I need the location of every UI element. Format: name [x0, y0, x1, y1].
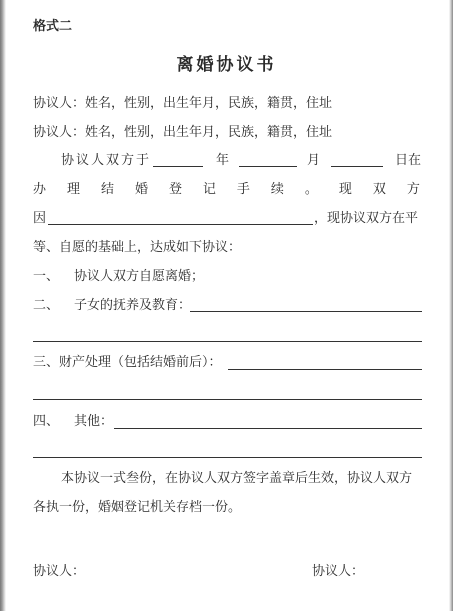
- para1-reason-label: 因: [33, 211, 47, 226]
- item4-blank-1[interactable]: [114, 428, 422, 429]
- item2-number: 二、: [33, 298, 60, 313]
- para1-char: 续: [270, 182, 284, 197]
- para1-reason-end: ，现协议双方在平: [314, 211, 419, 226]
- item4-number: 四、: [33, 414, 60, 429]
- signature-left-label: 协议人：: [33, 564, 86, 579]
- para1-char: 结: [100, 182, 114, 197]
- page-edge-left: [0, 0, 6, 611]
- para1-char: 。: [304, 182, 318, 197]
- para1-year: 年: [216, 153, 230, 168]
- para1-char: 理: [66, 182, 80, 197]
- item2-blank-2[interactable]: [33, 341, 422, 342]
- para1-char: 登: [168, 182, 182, 197]
- item1-text: 协议人双方自愿离婚；: [74, 269, 205, 284]
- para1-lead: 协议人双方于: [61, 153, 152, 168]
- para1-day: 日在: [395, 153, 422, 168]
- item2-text: 子女的抚养及教育：: [74, 298, 192, 313]
- para1-line4: 等、自愿的基础上，达成如下协议：: [33, 240, 242, 255]
- item1-number: 一、: [33, 269, 60, 284]
- para1-char: 记: [202, 182, 216, 197]
- month-blank[interactable]: [239, 166, 297, 167]
- para1-char: 办: [33, 182, 47, 197]
- year-blank[interactable]: [153, 166, 203, 167]
- para1-char: 现: [338, 182, 352, 197]
- closing-line-2: 各执一份，婚姻登记机关存档一份。: [33, 500, 242, 515]
- item4-text: 其他：: [74, 414, 114, 429]
- party-line-1: 协议人：姓名，性别，出生年月，民族，籍贯，住址: [33, 96, 333, 111]
- day-blank[interactable]: [331, 166, 383, 167]
- item3-blank-2[interactable]: [33, 399, 422, 400]
- item4-blank-2[interactable]: [33, 457, 422, 458]
- item2-blank-1[interactable]: [190, 311, 422, 312]
- para1-month: 月: [307, 153, 321, 168]
- item3-blank-1[interactable]: [228, 369, 422, 370]
- item3-text: 三、财产处理（包括结婚前后）：: [33, 355, 222, 370]
- reason-blank[interactable]: [48, 224, 313, 225]
- signature-right-label: 协议人：: [312, 564, 365, 579]
- document-title: 离婚协议书: [176, 55, 277, 75]
- para1-char: 双: [372, 182, 386, 197]
- closing-line-1: 本协议一式叁份，在协议人双方签字盖章后生效，协议人双方: [61, 471, 413, 486]
- para1-char: 婚: [134, 182, 148, 197]
- para1-char: 方: [406, 182, 420, 197]
- page-edge-right: [449, 0, 453, 611]
- party-line-2: 协议人：姓名，性别，出生年月，民族，籍贯，住址: [33, 125, 333, 140]
- para1-justified-line: [33, 182, 420, 198]
- para1-char: 手: [236, 182, 250, 197]
- format-label: 格式二: [33, 19, 73, 34]
